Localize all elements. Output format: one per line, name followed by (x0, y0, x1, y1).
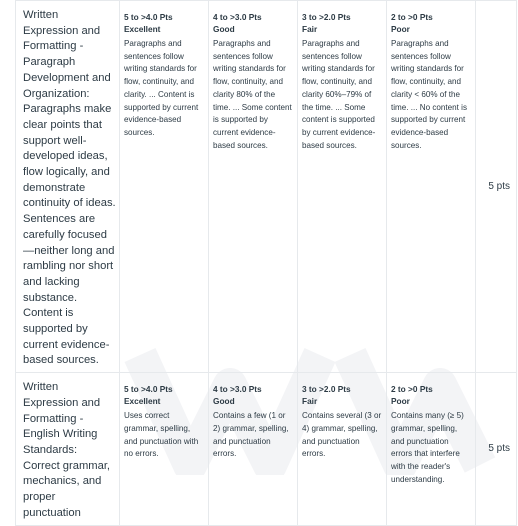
rating-points: 5 to >4.0 Pts (124, 384, 173, 395)
rating-description: Contains several (3 or 4) grammar, spelling, and punctuation errors. (302, 411, 382, 459)
rating-label: Poor (391, 24, 410, 34)
rubric-table (15, 0, 517, 526)
rating-label: Good (213, 24, 235, 34)
rating-label: Good (213, 396, 235, 407)
rating-cell-fair (298, 373, 387, 525)
rating-points: 3 to >2.0 Pts (302, 12, 351, 22)
rating-points: 4 to >3.0 Pts (213, 384, 262, 395)
rating-description: Uses correct grammar, spelling, and punctuation with no errors. (124, 411, 199, 459)
rating-description: Paragraphs and sentences follow writing standards for flow, continuity, and clarity 80% of the time. ... Some content is supported by current evidence-based sources. (213, 39, 292, 150)
rating-points: 4 to >3.0 Pts (213, 12, 262, 22)
rating-cell-excellent (120, 1, 209, 373)
rating-description: Paragraphs and sentences follow writing standards for flow, continuity, and clarity 60%–79% of the time. ... Some content is supported by current evidence-based sources. (302, 39, 376, 150)
points-cell (476, 1, 517, 373)
criterion-description: Written Expression and Formatting - Paragraph Development and Organization: Paragraphs make clear points that support well-developed ideas, flow logically, and demonstrate continuity of ideas. Sentences are carefully focused—neither long and rambling nor short and lacking substance. Content is supported by current evidence-based sources. (23, 9, 116, 367)
criterion-points: 5 pts (488, 181, 510, 193)
rating-label: Poor (391, 396, 410, 407)
rating-label: Fair (302, 24, 318, 34)
rating-cell-fair (298, 1, 387, 373)
rating-label: Excellent (124, 396, 161, 407)
rubric-row (16, 373, 517, 525)
rating-cell-excellent (120, 373, 209, 525)
rating-points: 2 to >0 Pts (391, 12, 433, 22)
rating-description: Contains many (≥ 5) grammar, spelling, and punctuation errors that interfere with the reader's understanding. (391, 411, 464, 484)
criterion-cell (16, 1, 120, 373)
rating-cell-poor (387, 1, 476, 373)
rubric-row (16, 1, 517, 373)
rating-label: Fair (302, 396, 318, 407)
rating-points: 2 to >0 Pts (391, 384, 433, 395)
rating-description: Paragraphs and sentences follow writing standards for flow, continuity, and clarity < 60% of the time. ... No content is supported by current evidence-based sources. (391, 39, 468, 150)
criterion-cell (16, 373, 120, 525)
criterion-description: Written Expression and Formatting - English Writing Standards: Correct grammar, mechanics, and proper punctuation (23, 381, 111, 519)
criterion-points: 5 pts (488, 443, 510, 455)
points-cell (476, 373, 517, 525)
rating-points: 3 to >2.0 Pts (302, 384, 351, 395)
rating-description: Paragraphs and sentences follow writing standards for flow, continuity, and clarity. ... Content is supported by current evidence-based sources. (124, 39, 199, 137)
rating-cell-good (209, 373, 298, 525)
rating-points: 5 to >4.0 Pts (124, 12, 173, 22)
rating-label: Excellent (124, 24, 161, 34)
rating-description: Contains a few (1 or 2) grammar, spelling, and punctuation errors. (213, 411, 289, 459)
rating-cell-poor (387, 373, 476, 525)
rating-cell-good (209, 1, 298, 373)
